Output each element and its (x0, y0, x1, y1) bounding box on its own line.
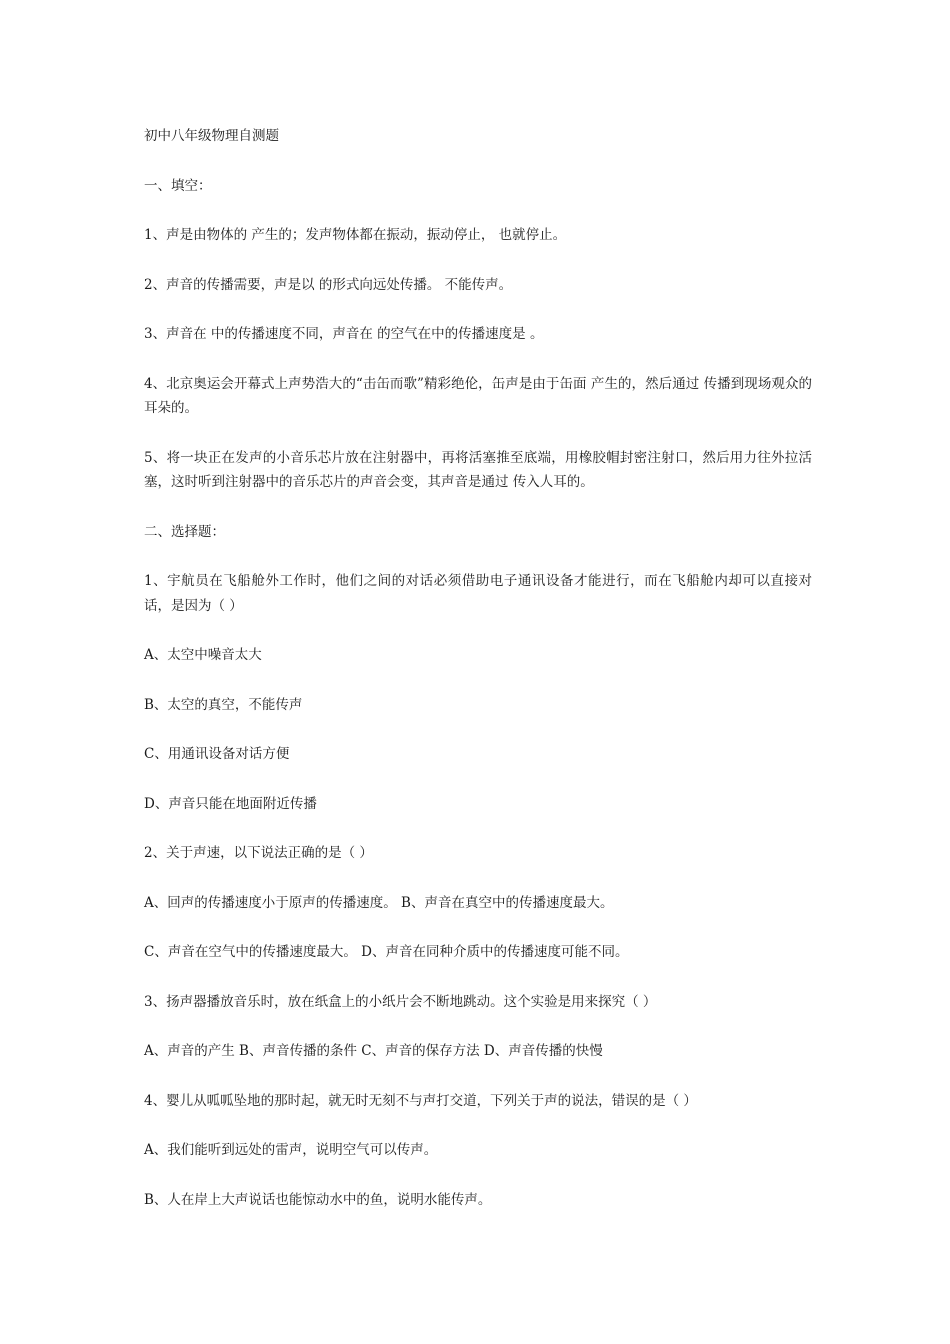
section-heading-choice: 二、选择题： (144, 523, 225, 540)
choice-question-1: 1、宇航员在飞船舱外工作时，他们之间的对话必须借助电子通讯设备才能进行，而在飞船舱内却可以直接对话，是因为（ ） (144, 573, 812, 614)
choice-question-4: 4、婴儿从呱呱坠地的那时起，就无时无刻不与声打交道，下列关于声的说法，错误的是（ ） (144, 1092, 697, 1109)
choice-question-2: 2、关于声速，以下说法正确的是（ ） (144, 845, 373, 861)
fill-in-question-3: 3、声音在 中的传播速度不同，声音在 的空气在中的传播速度是 。 (144, 326, 544, 342)
choice-q1-option-a: A、太空中噪音太大 (144, 647, 262, 663)
choice-question-3: 3、扬声器播放音乐时，放在纸盒上的小纸片会不断地跳动。这个实验是用来探究（ ） (144, 993, 657, 1010)
choice-q4-option-a: A、我们能听到远处的雷声，说明空气可以传声。 (144, 1142, 438, 1158)
choice-q1-option-c: C、用通讯设备对话方便 (144, 746, 290, 762)
fill-in-question-5: 5、将一块正在发声的小音乐芯片放在注射器中，再将活塞推至底端，用橡胶帽封密注射口，然后用力往外拉活塞，这时听到注射器中的音乐芯片的声音会变，其声音是通过 传入人耳的。 (144, 449, 812, 490)
choice-q2-options-cd: C、声音在空气中的传播速度最大。 D、声音在同种介质中的传播速度可能不同。 (144, 944, 629, 960)
fill-in-question-2: 2、声音的传播需要，声是以 的形式向远处传播。 不能传声。 (144, 276, 513, 293)
fill-in-question-1: 1、声是由物体的 产生的；发声物体都在振动，振动停止， 也就停止。 (144, 227, 567, 243)
document-title: 初中八年级物理自测题 (144, 128, 279, 144)
document-body (144, 124, 812, 1237)
choice-q3-options: A、声音的产生 B、声音传播的条件 C、声音的保存方法 D、声音传播的快慢 (144, 1043, 603, 1059)
fill-in-question-4: 4、北京奥运会开幕式上声势浩大的“击缶而歌”精彩绝伦，缶声是由于缶面 产生的，然后通过 传播到现场观众的耳朵的。 (144, 375, 812, 416)
section-heading-fill-in: 一、填空： (144, 177, 212, 194)
choice-q1-option-b: B、太空的真空，不能传声 (144, 696, 303, 713)
choice-q4-option-b: B、人在岸上大声说话也能惊动水中的鱼，说明水能传声。 (144, 1191, 492, 1208)
choice-q2-options-ab: A、回声的传播速度小于原声的传播速度。 B、声音在真空中的传播速度最大。 (144, 894, 614, 911)
choice-q1-option-d: D、声音只能在地面附近传播 (144, 795, 317, 812)
